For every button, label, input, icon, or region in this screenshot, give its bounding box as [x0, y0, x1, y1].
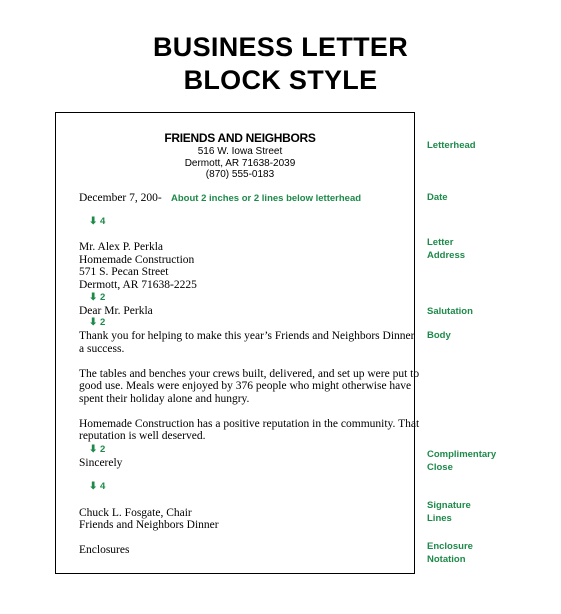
spacing-marker-2: ⬇ 2 — [89, 444, 106, 455]
arrow-down-icon: ⬇ — [89, 481, 98, 492]
date-line: December 7, 200- — [79, 192, 162, 204]
spacing-marker-4: ⬇ 4 — [89, 481, 106, 492]
letterhead-name: FRIENDS AND NEIGHBORS — [164, 131, 316, 145]
arrow-down-icon: ⬇ — [89, 292, 98, 303]
letterhead-street: 516 W. Iowa Street — [197, 146, 283, 157]
label-enclosure-notation: Enclosure Notation — [427, 541, 473, 565]
signature-line-2: Friends and Neighbors Dinner — [79, 519, 219, 531]
body-p3-line-2: reputation is well deserved. — [79, 430, 206, 442]
date-spacing-note: About 2 inches or 2 lines below letterhead — [171, 193, 362, 204]
label-letter-address: Letter Address — [427, 237, 466, 261]
body-p2-line-2: good use. Meals were enjoyed by 376 people who might otherwise have — [79, 380, 412, 392]
page-title-line-2: BLOCK STYLE — [183, 65, 378, 95]
spacing-marker-2: ⬇ 2 — [89, 292, 106, 303]
enclosure-notation: Enclosures — [79, 544, 130, 556]
address-line-2: Homemade Construction — [79, 254, 195, 266]
arrow-down-icon: ⬇ — [89, 444, 98, 455]
letterhead-city: Dermott, AR 71638-2039 — [184, 158, 296, 169]
complimentary-close: Sincerely — [79, 457, 123, 469]
signature-line-1: Chuck L. Fosgate, Chair — [79, 507, 192, 519]
label-letterhead: Letterhead — [427, 140, 476, 151]
body-p2-line-1: The tables and benches your crews built, delivered, and set up were put to — [79, 368, 420, 380]
arrow-down-icon: ⬇ — [89, 317, 98, 328]
body-p3-line-1: Homemade Construction has a positive reputation in the community. That — [79, 418, 420, 430]
label-body: Body — [427, 330, 451, 341]
body-p1-line-2: a success. — [79, 343, 125, 355]
arrow-down-icon: ⬇ — [89, 216, 98, 227]
salutation: Dear Mr. Perkla — [79, 305, 153, 317]
label-signature-lines: Signature Lines — [427, 500, 471, 524]
label-salutation: Salutation — [427, 306, 473, 317]
page-title-line-1: BUSINESS LETTER — [152, 32, 409, 62]
spacing-marker-2: ⬇ 2 — [89, 317, 106, 328]
label-date: Date — [427, 192, 448, 203]
body-p1-line-1: Thank you for helping to make this year’s Friends and Neighbors Dinner — [79, 330, 415, 342]
body-p2-line-3: spent their holiday alone and hungry. — [79, 393, 250, 405]
address-line-1: Mr. Alex P. Perkla — [79, 241, 164, 253]
label-complimentary-close: Complimentary Close — [427, 449, 497, 473]
spacing-marker-4: ⬇ 4 — [89, 216, 106, 227]
letterhead-phone: (870) 555-0183 — [205, 169, 275, 180]
address-line-3: 571 S. Pecan Street — [79, 266, 169, 278]
address-line-4: Dermott, AR 71638-2225 — [79, 279, 197, 291]
